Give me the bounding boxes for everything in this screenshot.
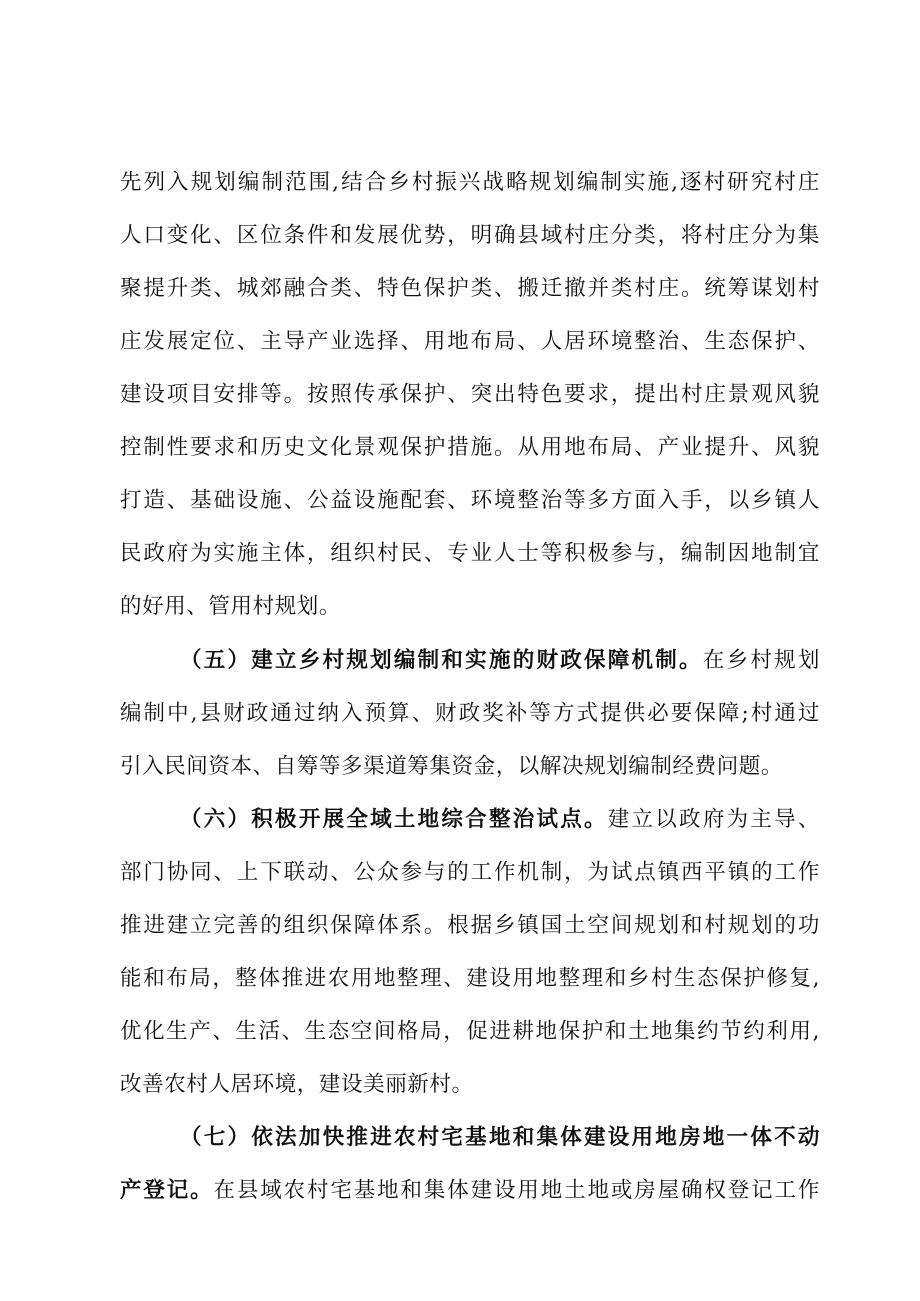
paragraph-1-line-4: 庄发展定位、主导产业选择、用地布局、人居环境整治、生态保护、 bbox=[120, 329, 820, 354]
section-7-heading-line-1: （七）依法加快推进农村宅基地和集体建设用地房地一体不动 bbox=[180, 1125, 820, 1150]
paragraph-3-line-4: 能和布局，整体推进农用地整理、建设用地整理和乡村生态保护修复, bbox=[120, 966, 820, 991]
paragraph-3-line-3: 推进建立完善的组织保障体系。根据乡镇国土空间规划和村规划的功 bbox=[120, 913, 820, 938]
paragraph-1-line-2: 人口变化、区位条件和发展优势，明确县域村庄分类，将村庄分为集 bbox=[120, 223, 820, 248]
paragraph-2-first-line bbox=[180, 637, 820, 685]
paragraph-3-first-line bbox=[180, 796, 820, 844]
paragraph-3-line-2: 部门协同、上下联动、公众参与的工作机制，为试点镇西平镇的工作 bbox=[120, 860, 820, 885]
section-5-heading: （五）建立乡村规划编制和实施的财政保障机制。 bbox=[180, 648, 703, 673]
paragraph-1-line-1: 先列入规划编制范围,结合乡村振兴战略规划编制实施,逐村研究村庄 bbox=[120, 170, 820, 195]
paragraph-3-line-6: 改善农村人居环境，建设美丽新村。 bbox=[120, 1072, 474, 1097]
paragraph-1-line-7: 打造、基础设施、公益设施配套、环境整治等多方面入手，以乡镇人 bbox=[120, 488, 820, 513]
paragraph-3-line-5: 优化生产、生活、生态空间格局，促进耕地保护和土地集约节约利用, bbox=[120, 1019, 820, 1044]
paragraph-4-line-2-text: 在县域农村宅基地和集体建设用地土地或房屋确权登记工作 bbox=[213, 1178, 820, 1203]
section-6-heading: （六）积极开展全域土地综合整治试点。 bbox=[180, 807, 608, 832]
paragraph-2-first-line-text: 在乡村规划 bbox=[702, 648, 820, 673]
paragraph-1-line-6: 控制性要求和历史文化景观保护措施。从用地布局、产业提升、风貌 bbox=[120, 435, 820, 460]
paragraph-1-line-8: 民政府为实施主体，组织村民、专业人士等积极参与，编制因地制宜 bbox=[120, 541, 820, 566]
paragraph-2-line-2: 编制中,县财政通过纳入预算、财政奖补等方式提供必要保障;村通过 bbox=[120, 701, 820, 726]
paragraph-3-first-line-text: 建立以政府为主导、 bbox=[607, 807, 820, 832]
paragraph-4-line-2 bbox=[120, 1167, 820, 1215]
paragraph-1-line-3: 聚提升类、城郊融合类、特色保护类、搬迁撤并类村庄。统筹谋划村 bbox=[120, 276, 820, 301]
paragraph-1-line-5: 建设项目安排等。按照传承保护、突出特色要求，提出村庄景观风貌 bbox=[120, 382, 820, 407]
paragraph-2-line-3: 引入民间资本、自筹等多渠道筹集资金，以解决规划编制经费问题。 bbox=[120, 754, 784, 779]
paragraph-1-line-9: 的好用、管用村规划。 bbox=[120, 594, 342, 619]
section-7-heading-line-2: 产登记。 bbox=[120, 1178, 214, 1203]
